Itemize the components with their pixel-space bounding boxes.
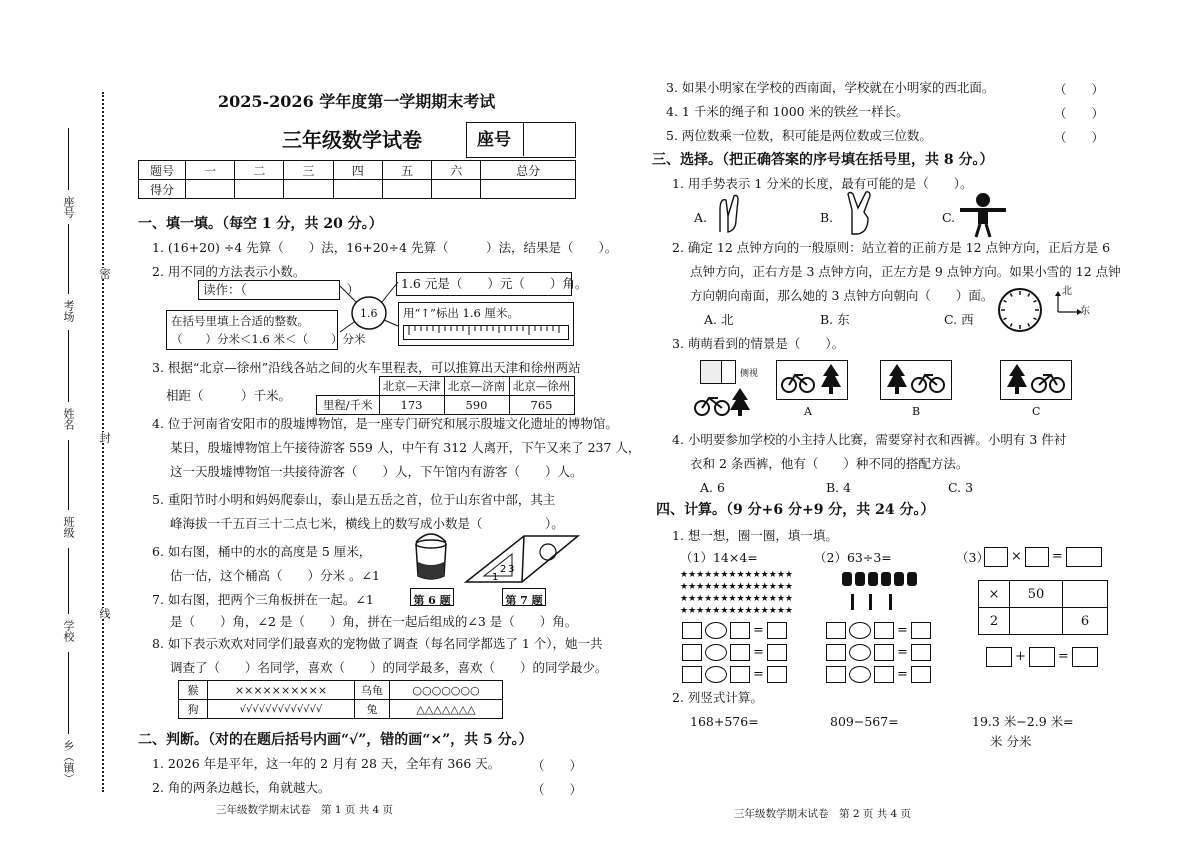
choice-2b: 点钟方向，正右方是 3 点钟方向，正左方是 9 点钟方向。如果小雪的 12 点钟 [690,264,1121,279]
score-cell[interactable] [333,180,382,199]
choice-4a: 4. 小明要参加学校的小主持人比赛，需要穿衬衣和西裤。小明有 3 件衬 [672,432,1067,447]
choice-1-c[interactable]: C. [942,210,956,225]
strip-label-class: 班级 [62,516,75,538]
score-cell[interactable] [284,180,333,199]
integer-box-title: 在括号里填上合适的整数。 [171,314,309,328]
times-sign: × [1011,549,1022,564]
calc-1-3: （3） [956,550,989,565]
exam-title: 2025-2026 学年度第一学期期末考试 [218,92,496,111]
option-a-label: A [804,405,812,418]
answer-paren[interactable]: （ ） [532,782,583,797]
tree-bike-icon [1001,361,1070,398]
tag-q7 [502,588,546,606]
strip-line [68,330,69,402]
pet-marks: ×××××××××× [208,681,355,700]
judge-3: 3. 如果小明家在学校的西南面，学校就在小明家的西北面。 [666,80,995,95]
ruler-box [398,302,574,346]
strip-line [68,128,69,190]
pet-name: 兔 [355,700,390,719]
question-1-4a: 4. 位于河南省安阳市的殷墟博物馆，是一座专门研究和展示殷墟文化遗址的博物馆。 [152,416,618,431]
score-cell[interactable] [382,180,431,199]
strip-line [68,440,69,510]
multiply-row[interactable]: × = [984,546,1105,567]
hand-gesture-b-icon [844,190,880,236]
score-header: 二 [235,161,284,180]
circle-row[interactable]: = [682,642,790,661]
svg-text:2: 2 [500,564,507,575]
choice-2-a[interactable]: A. 北 [704,312,734,327]
section-3-heading: 三、选择。（把正确答案的序号填在括号里，共 8 分。） [652,152,994,168]
yuan-text: 1.6 元是（ ）元（ ）角。 [401,276,588,291]
strip-label-room: 考场 [62,300,75,322]
svg-text:3: 3 [508,564,515,575]
ruler-box-text: 用“↑”标出 1.6 厘米。 [403,306,519,320]
seal-char: 封 [98,432,111,443]
question-1-3b: 相距（ ）千米。 [166,388,292,403]
compass-north: 北 [1062,286,1072,297]
question-1-3a: 3. 根据“北京—徐州”沿线各站之间的火车里程表，可以推算出天津和徐州两站 [152,360,581,375]
vertical-calc-3-units: 米 分米 [990,734,1032,749]
question-1-6a: 6. 如右图，桶中的水的高度是 5 厘米， [152,544,372,559]
question-1-4b: 某日，殷墟博物馆上午接待游客 559 人，中午有 312 人离开，下午又来了 237 人， [170,440,641,455]
svg-text:★★★★★★★★★★★★★★: ★★★★★★★★★★★★★★ [680,582,793,592]
answer-paren[interactable]: （ ） [532,758,583,773]
grid-6: 6 [1063,608,1108,635]
pet-table [178,680,503,719]
decimal-center: 1.6 [360,307,378,320]
option-a-image[interactable] [776,360,848,400]
choice-2c: 方向朝向南面，那么她的 3 点钟方向朝向（ ）面。 [690,288,994,303]
choice-4b: 衣和 2 条西裤，他有（ ）种不同的搭配方法。 [690,456,969,471]
star-groups-icon [680,568,793,618]
choice-1: 1. 用手势表示 1 分米的长度，最有可能的是（ ）。 [672,176,973,191]
option-b-label: B [912,405,921,418]
answer-paren[interactable]: （ ） [1054,106,1105,121]
circle-row[interactable]: = [682,664,790,683]
grid-50: 50 [1010,581,1063,608]
question-1-7a: 7. 如右图，把两个三角板拼在一起。∠1 [152,592,374,607]
calc-1: 1. 想一想，圈一圈，填一填。 [672,528,838,543]
circle-row[interactable]: = [826,664,934,683]
seat-box[interactable] [466,122,576,158]
integer-box-text: （ ）分米＜1.6 米＜（ ）分米 [171,332,366,346]
svg-text:1: 1 [492,572,499,583]
score-header: 五 [382,161,431,180]
question-1-5a: 5. 重阳节时小明和妈妈爬泰山，泰山是五岳之首，位于山东省中部，其主 [152,492,556,507]
clock-icon [996,286,1044,334]
answer-paren[interactable]: （ ） [1054,130,1105,145]
question-1-4c: 这一天殷墟博物馆一共接待游客（ ）人，下午馆内有游客（ ）人。 [170,464,583,479]
tree-bike-icon [881,361,950,398]
page-footer-2: 三年级数学期末试卷 第 2 页 共 4 页 [734,808,912,820]
page-footer-1: 三年级数学期末试卷 第 1 页 共 4 页 [216,804,394,816]
yuan-box [396,272,588,296]
strip-label-name: 姓名 [62,408,75,430]
railway-row-label: 里程/千米 [317,396,380,415]
section-4-heading: 四、计算。（9 分+6 分+9 分，共 24 分。） [656,502,935,518]
choice-1-a[interactable]: A. [694,210,708,225]
circle-row[interactable]: = [826,642,934,661]
judge-2: 2. 角的两条边越长，角就越大。 [152,780,331,795]
ruler-icon [403,325,569,341]
choice-1-b[interactable]: B. [820,210,834,225]
svg-text:★★★★★★★★★★★★★★: ★★★★★★★★★★★★★★ [680,570,793,580]
choice-3: 3. 萌萌看到的情景是（ ）。 [672,336,845,351]
calc-2: 2. 列竖式计算。 [672,690,763,705]
choice-2-b[interactable]: B. 东 [820,312,850,327]
integer-box [166,310,366,350]
choice-4-c[interactable]: C. 3 [948,480,974,495]
question-1-2: 2. 用不同的方法表示小数。 [152,264,306,279]
seat-label: 座号 [477,130,511,150]
calc-1-2: （2）63÷3= [814,550,892,565]
score-header: 总分 [481,161,576,180]
read-as-box [198,280,360,300]
question-1-5b: 峰海拔一千五百三十二点七米，横线上的数写成小数是（ ）。 [170,516,564,531]
section-2-heading: 二、判断。（对的在题后括号内画“√”，错的画“×”，共 5 分。） [138,732,533,748]
exam-subtitle: 三年级数学试卷 [282,128,422,152]
pet-name: 乌龟 [355,681,390,700]
option-c-label: C [1032,405,1041,418]
grid-cell[interactable] [1063,581,1108,608]
area-grid [978,580,1108,635]
choice-4-b[interactable]: B. 4 [826,480,852,495]
hand-gesture-a-icon [714,192,748,234]
option-b-image[interactable] [880,360,952,400]
score-header: 题号 [139,161,186,180]
tag-q6 [410,588,454,606]
question-1-8b: 调查了（ ）名同学，喜欢（ ）的同学最多，喜欢（ ）的同学最少。 [170,660,608,675]
bucket-icon [408,532,454,584]
side-view-label: 侧视 [740,369,759,379]
choice-4-a[interactable]: A. 6 [700,480,725,495]
seal-char: 线 [98,608,111,619]
vertical-calc-3: 19.3 米−2.9 米= [972,714,1074,729]
circle-row[interactable]: = [682,620,790,639]
judge-1: 1. 2026 年是平年，这一年的 2 月有 28 天，全年有 366 天。 [152,756,501,771]
arms-span-icon [958,190,1008,238]
railway-header: 北京—天津 [379,377,444,396]
tag-q7-text: 第 7 题 [505,594,543,607]
pet-marks: ○○○○○○○ [390,681,503,700]
grid-times: × [979,581,1010,608]
pet-marks: △△△△△△△ [390,700,503,719]
option-c-image[interactable] [1000,360,1072,400]
railway-value: 765 [509,396,574,415]
question-1-1: 1. (16+20) ÷4 先算（ ）法，16+20÷4 先算（ ）法，结果是（ ）。 [152,240,618,255]
pet-name: 猴 [179,681,208,700]
strip-line [68,548,69,614]
compass-east: 东 [1080,306,1090,317]
question-1-8a: 8. 如下表示欢欢对同学们最喜欢的宠物做了调查（每名同学都选了 1 个），她一共 [152,636,603,651]
strip-line [68,224,69,294]
judge-5: 5. 两位数乘一位数，积可能是两位数或三位数。 [666,128,932,143]
scene-bike-tree-icon [694,386,754,418]
girl-face-icon [700,360,722,384]
question-1-6b: 估一估，这个桶高（ ）分米 。∠1 [170,568,380,583]
grid-cell[interactable] [1010,608,1063,635]
strip-label-school: 学校 [62,620,75,642]
question-1-7b: 是（ ）角，∠2 是（ ）角，拼在一起后组成的∠3 是（ ）角。 [170,614,578,629]
pet-marks: √√√√√√√√√√√√√ [208,700,355,719]
bundles-icon [840,570,922,614]
bike-tree-icon [777,361,846,398]
choice-2-c[interactable]: C. 西 [944,312,974,327]
pet-name: 狗 [179,700,208,719]
score-cell[interactable] [432,180,481,199]
answer-paren[interactable]: （ ） [1054,82,1105,97]
read-as-text: 读作：（ ） [203,282,360,297]
score-cell[interactable] [186,180,235,199]
calc-1-1: （1）14×4= [680,550,758,565]
strip-line [68,652,69,734]
score-cell[interactable] [235,180,284,199]
score-row-label: 得分 [139,180,186,199]
score-cell[interactable] [481,180,576,199]
vertical-calc-2: 809−567= [830,714,899,729]
railway-value: 173 [379,396,444,415]
tag-q6-text: 第 6 题 [413,594,451,607]
side-view-frame [722,360,736,384]
railway-value: 590 [444,396,509,415]
score-header: 三 [284,161,333,180]
vertical-calc-1: 168+576= [690,714,759,729]
strip-label-seat: 座号 [62,196,75,218]
judge-4: 4. 1 千米的绳子和 1000 米的铁丝一样长。 [666,104,909,119]
grid-2: 2 [979,608,1010,635]
score-table [138,160,576,199]
score-header: 一 [186,161,235,180]
strip-label-town: 乡（镇） [62,740,75,784]
sum-row[interactable]: + = [986,646,1101,667]
svg-text:★★★★★★★★★★★★★★: ★★★★★★★★★★★★★★ [680,606,793,616]
railway-header: 北京—徐州 [509,377,574,396]
svg-text:★★★★★★★★★★★★★★: ★★★★★★★★★★★★★★ [680,594,793,604]
choice-2a: 2. 确定 12 点钟方向的一般原则：站立着的正前方是 12 点钟方向，正后方是 6 [672,240,1111,255]
section-1-heading: 一、填一填。（每空 1 分，共 20 分。） [138,216,383,232]
circle-row[interactable]: = [826,620,934,639]
score-header: 四 [333,161,382,180]
triangle-rulers-icon [462,530,582,586]
railway-header: 北京—济南 [444,377,509,396]
score-header: 六 [432,161,481,180]
seal-char: 密 [98,268,111,279]
railway-table [316,376,575,415]
